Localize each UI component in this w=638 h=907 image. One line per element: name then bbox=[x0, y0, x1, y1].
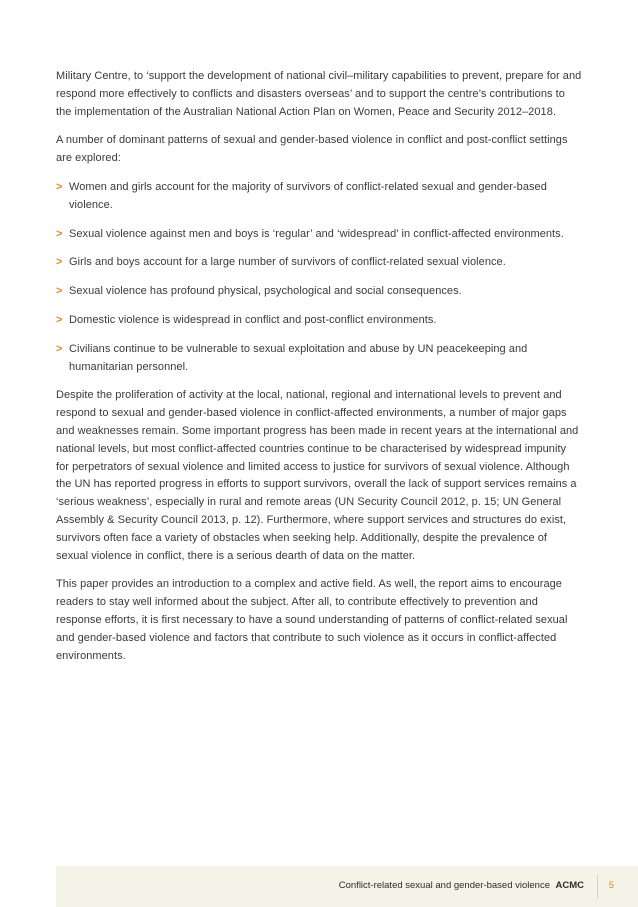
list-item-text: Domestic violence is widespread in conflict and post-conflict environments. bbox=[69, 313, 437, 326]
patterns-list bbox=[56, 179, 582, 376]
list-item bbox=[56, 341, 582, 377]
paragraph-intro-continued: Military Centre, to ‘support the development of national civil–military capabilities to prevent, prepare for and respond more effectively to conflicts and disasters overseas’ and to support the centre’s contributions to the implementation of the Australian National Action Plan on Women, Peace and Security 2012–2018. bbox=[56, 70, 582, 118]
list-item bbox=[56, 226, 582, 244]
chevron-right-icon: > bbox=[56, 285, 63, 298]
chevron-right-icon: > bbox=[56, 227, 63, 240]
list-item bbox=[56, 312, 582, 330]
footer-divider bbox=[597, 875, 598, 899]
paragraph-patterns-intro: A number of dominant patterns of sexual and gender-based violence in conflict and post-conflict settings are explored: bbox=[56, 134, 568, 165]
chevron-right-icon: > bbox=[56, 180, 63, 193]
footer-org: ACMC bbox=[555, 880, 584, 891]
footer-title: Conflict-related sexual and gender-based violence bbox=[338, 880, 550, 891]
list-item bbox=[56, 254, 582, 272]
list-item-text: Girls and boys account for a large number of survivors of conflict-related sexual violence. bbox=[69, 256, 506, 269]
list-item bbox=[56, 283, 582, 301]
list-item-text: Women and girls account for the majority of survivors of conflict-related sexual and gender-based violence. bbox=[69, 180, 547, 211]
list-item-text: Sexual violence has profound physical, psychological and social consequences. bbox=[69, 285, 462, 298]
body-content bbox=[56, 68, 582, 676]
list-item bbox=[56, 179, 582, 215]
list-item-text: Sexual violence against men and boys is ‘regular’ and ‘widespread’ in conflict-affected environments. bbox=[69, 227, 564, 240]
list-item-text: Civilians continue to be vulnerable to sexual exploitation and abuse by UN peacekeeping and humanitarian personnel. bbox=[69, 342, 528, 373]
chevron-right-icon: > bbox=[56, 342, 63, 355]
chevron-right-icon: > bbox=[56, 313, 63, 326]
paragraph-gaps: Despite the proliferation of activity at the local, national, regional and international levels to prevent and respond to sexual and gender-based violence in conflict-affected environments, a number of major gaps and weaknesses remain. Some important progress has been made in recent years at the international and national levels, but most conflict-affected countries continue to be characterised by widespread impunity for perpetrators of sexual violence and limited access to justice for survivors of sexual violence. Although the UN has reported progress in efforts to support survivors, overall the lack of support services remains a ‘serious weakness’, especially in rural and remote areas (UN Security Council 2012, p. 15; UN General Assembly & Security Council 2013, p. 12). Furthermore, where support services and structures do exist, survivors often face a variety of obstacles when seeking help. Additionally, despite the prevalence of sexual violence in conflict, there is a serious dearth of data on the matter. bbox=[56, 389, 579, 562]
paragraph-conclusion: This paper provides an introduction to a complex and active field. As well, the report aims to encourage readers to stay well informed about the subject. After all, to contribute effectively to prevention and response efforts, it is first necessary to have a sound understanding of patterns of conflict-related sexual and gender-based violence and factors that contribute to such violence as it occurs in conflict-affected environments. bbox=[56, 578, 568, 662]
page-footer bbox=[56, 866, 638, 907]
chevron-right-icon: > bbox=[56, 256, 63, 269]
page-number: 5 bbox=[608, 880, 614, 891]
